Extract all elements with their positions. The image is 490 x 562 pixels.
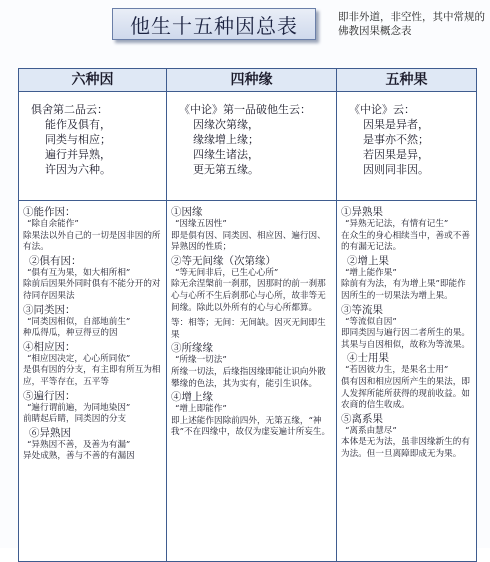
verse-intro: 《中论》第一品破他生云：: [179, 103, 311, 116]
effect-quote: “异熟无记法，有情有记生”: [345, 219, 449, 229]
condition-text: 所缘一切法，后缘指因缘即能让识向外散攀缘的色法，其为实有，能引生识体。: [171, 366, 326, 389]
effect-text: 除前有为法，有为增上果”即能作因所生的一切果法为增上果。: [341, 279, 466, 301]
cause-text: 是俱有因的分支，有主即有所互为相应，平等存在，五平等: [23, 365, 161, 387]
verse-line: 能作及俱有，: [45, 118, 111, 131]
cause-effect-table: [18, 68, 477, 562]
effects-detail-cell: [337, 201, 477, 562]
effect-quote: “离系由慧尽”: [345, 425, 397, 436]
verse-line: 因则同非因。: [363, 163, 429, 176]
condition-heading: ④增上缘: [171, 391, 213, 404]
condition-heading: ③所缘缘: [171, 342, 213, 355]
header-five-effects: 五种果: [337, 69, 477, 92]
condition-heading: ②等无间缘（次第缘）: [171, 254, 276, 267]
condition-quote: “因缘五因性”: [175, 219, 227, 229]
verse-line: 缘缘增上缘；: [193, 133, 259, 146]
effect-quote: “增上能作果”: [345, 267, 397, 278]
effect-heading: ⑤离系果: [341, 412, 383, 425]
condition-quote: “所缘一切法”: [175, 355, 227, 366]
cause-heading: ③同类因：: [23, 303, 76, 316]
verse-intro: 俱舍第二品云：: [31, 103, 108, 116]
verse-line: 四缘生诸法，: [193, 148, 259, 161]
cause-quote: “相应因决定，心心所同依”: [27, 353, 131, 364]
effect-text: 俱有因和相应因所产生的果法，即人发挥所能所获得的现前收益。如农商的信生收成。: [341, 376, 470, 411]
effect-heading: ①异熟果: [341, 206, 383, 218]
verse-intro: 《中论》云：: [349, 103, 415, 116]
verse-line: 若因果是异，: [363, 148, 429, 161]
condition-quote: “等无间非后，已生心心所”: [175, 267, 279, 278]
verse-line: 遍行并异熟，: [45, 148, 111, 161]
condition-text: 等：相等；无间：无间缺。因灭无间即生果: [171, 318, 326, 340]
condition-text: 除无余涅槃前一刹那，因那时的前一刹那心与心所不生后刹那心与心所，故非等无间缘。除此以外所有的心与心所都算。: [171, 279, 326, 313]
causes-detail-cell: [19, 201, 167, 562]
cause-quote: “遍行谓前遍，为同地染因”: [27, 402, 131, 413]
cause-text: 异处成熟，善与不善的有漏因: [23, 451, 135, 462]
verse-line: 因果是异者，: [363, 118, 429, 131]
cause-text: 前睛起后睛，同类因的分支: [23, 414, 127, 425]
effect-quote: “若因彼力生，是果名士用”: [345, 365, 449, 376]
conditions-detail-cell: [167, 201, 337, 562]
cause-heading: ⑤遍行因：: [23, 389, 76, 402]
effect-heading: ②增上果: [347, 254, 389, 267]
verse-line: 因缘次第缘，: [193, 118, 259, 131]
verse-line: 是事亦不然；: [363, 133, 429, 146]
effect-text: 本体是无为法，虽非因缘新生的有为法。但一旦离障即成无为果。: [341, 437, 470, 459]
header-four-conditions: 四种缘: [167, 69, 337, 92]
cause-text: 除前后因果外同时俱有不能分开的对待同存因果法: [23, 279, 161, 301]
cause-heading: ①能作因：: [23, 206, 76, 218]
condition-quote: “增上即能作”: [175, 404, 227, 415]
page-title: 他生十五种因总表: [130, 13, 298, 38]
verse-line: 许因为六种。: [45, 163, 111, 176]
effect-text: 即同类因与遍行因二者所生的果。其果与自因相似，故称为等流果。: [341, 328, 470, 350]
title-banner: [112, 8, 316, 40]
cause-heading: ④相应因：: [23, 340, 76, 353]
verse-line: 同类与相应；: [45, 133, 111, 146]
cause-quote: “异熟因不善，及善为有漏”: [27, 439, 131, 450]
effect-heading: ④士用果: [347, 352, 389, 365]
cause-quote: “除自余能作”: [27, 219, 79, 229]
condition-text: 即上述能作因除前四外，无第五缘，“神我”不在四缘中，故仅为虚妄遍计所妄生。: [171, 415, 331, 438]
cause-text: 种瓜得瓜，种豆得豆的因: [23, 328, 118, 339]
condition-heading: ①因缘: [171, 206, 203, 218]
verse-line: 更无第五缘。: [193, 163, 259, 176]
header-six-causes: 六种因: [19, 69, 167, 92]
verse-cell-conditions: [167, 92, 337, 201]
cause-text: 除果法以外自己的一切是因非因的所有法。: [23, 230, 161, 253]
verse-cell-causes: [19, 92, 167, 201]
cause-heading: ②俱有因：: [29, 254, 82, 267]
cause-heading: ⑥异熟因: [29, 426, 71, 439]
cause-quote: “俱有互为果，如大相所相”: [27, 267, 131, 278]
effect-text: 在众生的身心相续当中，善或不善的有漏无记法。: [341, 230, 470, 253]
cause-quote: “同类因相似，自部地前生”: [27, 316, 131, 327]
effect-quote: “等流似自因”: [345, 316, 397, 327]
title-note: 即非外道，非空性，其中常规的佛教因果概念表: [338, 11, 485, 37]
verse-cell-effects: [337, 92, 477, 201]
condition-text: 即是俱有因、同类因、相应因、遍行因、异熟因的性质；: [171, 230, 326, 253]
effect-heading: ③等流果: [341, 303, 383, 316]
